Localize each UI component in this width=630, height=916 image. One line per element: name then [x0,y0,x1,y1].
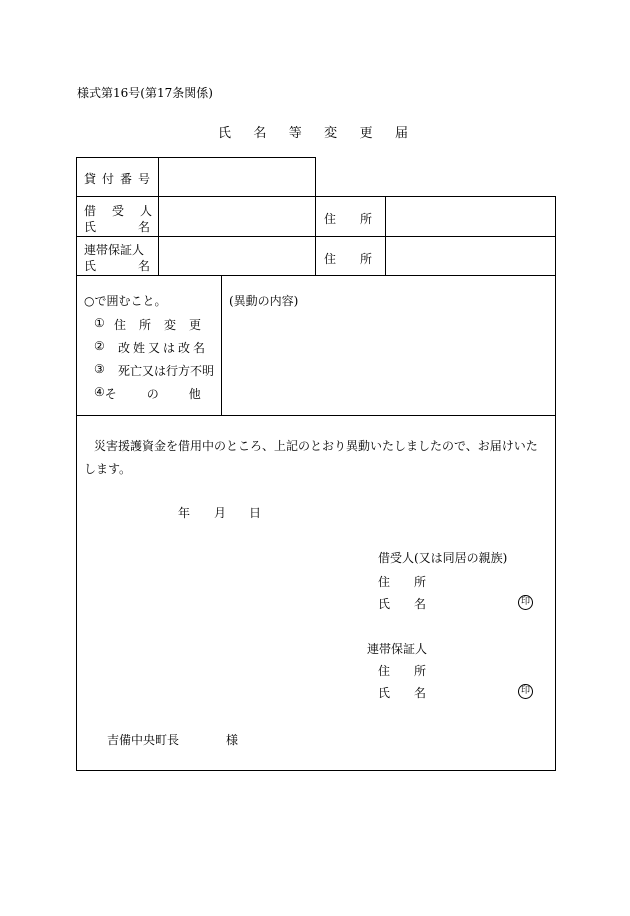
table-border [555,196,556,771]
change-item-number: ② [94,339,105,353]
change-item-text: 改姓又は改名 [118,341,209,355]
guarantor-address-field[interactable] [387,238,554,274]
change-item-1[interactable] [94,316,214,333]
guarantor-sign-name-label: 氏名 [378,686,451,700]
title-char: 変 [324,126,338,141]
guarantor-name-field[interactable] [160,238,314,274]
change-item-number: ① [94,316,105,330]
table-border [315,157,316,275]
borrower-label-line1: 借受人 [84,204,169,218]
borrower-sign-name-label: 氏名 [378,597,451,611]
document-title [218,122,408,141]
date-month: 月 [214,506,227,520]
borrower-sign-title: 借受人(又は同居の親族) [378,551,508,565]
title-char: 等 [288,126,302,141]
guarantor-sign-address-label: 住所 [378,664,451,678]
guarantor-label-line1: 連帯保証人 [84,243,145,257]
statement-line2: します。 [84,462,132,476]
change-content-field[interactable] [223,310,553,413]
table-border [76,275,556,276]
borrower-label-line2: 氏名 [84,220,193,234]
title-char: 氏 [218,126,232,141]
honorific: 様 [226,733,239,747]
circle-instruction: ○で囲むこと。 [84,294,167,308]
change-item-2[interactable] [94,339,214,356]
change-item-text: その他 [104,387,231,401]
change-item-number: ③ [94,362,105,376]
change-content-label: (異動の内容) [229,294,299,308]
borrower-address-field[interactable] [387,198,554,235]
table-border [76,236,556,237]
borrower-sign-address-label: 住所 [378,575,451,589]
guarantor-seal-icon: 印 [518,684,533,699]
date-year: 年 [178,506,191,520]
change-item-text: 住所変更 [113,318,214,332]
statement-line1: 災害援護資金を借用中のところ、上記のとおり異動いたしましたので、お届けいた [94,439,538,453]
loan-number-label-text: 貸付番号 [84,172,157,186]
form-number: 様式第16号(第17条関係) [77,86,213,100]
change-item-number: ④ [94,385,105,399]
loan-number-field[interactable] [160,159,314,195]
guarantor-address-label: 住所 [324,252,397,266]
change-item-4[interactable] [94,385,231,402]
table-border [76,157,77,771]
change-item-text: 死亡又は行方不明 [117,364,214,378]
table-border [76,415,556,416]
date-day: 日 [249,506,262,520]
loan-number-label [84,170,157,187]
borrower-address-label: 住所 [324,212,397,226]
borrower-seal-icon: 印 [518,595,533,610]
addressee: 吉備中央町長 [107,733,180,747]
table-border [76,196,556,197]
table-border [76,770,556,771]
guarantor-label-line2: 氏名 [84,259,193,273]
title-char: 更 [359,126,373,141]
title-char: 届 [394,126,408,141]
change-item-3[interactable] [94,362,214,379]
guarantor-sign-title: 連帯保証人 [367,642,428,656]
title-char: 名 [253,126,267,141]
table-border [76,157,316,158]
borrower-name-field[interactable] [160,198,314,235]
